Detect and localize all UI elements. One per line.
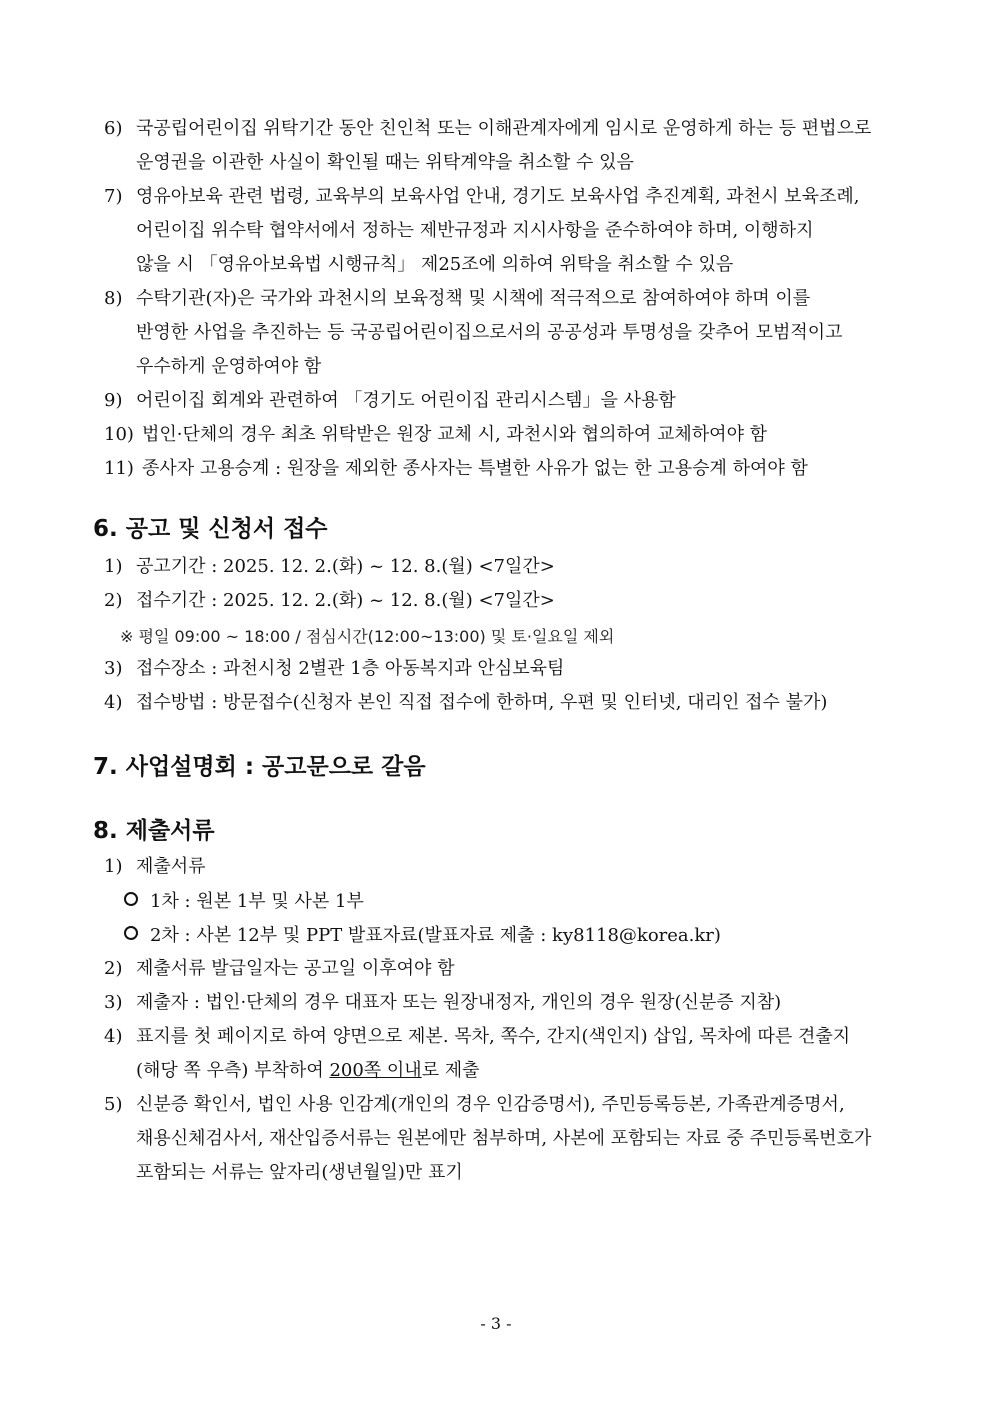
item-number: 10) [104,424,134,445]
item-text: 운영권을 이관한 사실이 확인될 때는 위탁계약을 취소할 수 있음 [136,152,634,173]
item-text-part: (해당 쪽 우측) 부착하여 [136,1060,330,1081]
item-text: 수탁기관(자)은 국가와 과천시의 보육정책 및 시책에 적극적으로 참여하여야 하며 이를 [136,288,811,309]
bullet-text: 2차 : 사본 12부 및 PPT 발표자료(발표자료 제출 : ky8118@korea.kr) [150,925,721,946]
item-text: 우수하게 운영하여야 함 [136,356,322,377]
list-item [104,452,904,486]
item-text: 종사자 고용승계 : 원장을 제외한 종사자는 특별한 사유가 없는 한 고용승계 하여야 함 [142,458,808,479]
item-text: 않을 시 「영유아보육법 시행규칙」 제25조에 의하여 위탁을 취소할 수 있음 [136,254,734,275]
item-text: 어린이집 위수탁 협약서에서 정하는 제반규정과 지시사항을 준수하여야 하며, 이행하지 [136,220,814,241]
item-number: 2) [104,590,123,611]
item-text: 접수기간 : 2025. 12. 2.(화) ~ 12. 8.(월) <7일간> [136,590,555,611]
item-text: 영유아보육 관련 법령, 교육부의 보육사업 안내, 경기도 보육사업 추진계획, 과천시 보육조례, [136,186,860,207]
list-item [104,282,904,384]
list-item [104,952,904,986]
item-text: 국공립어린이집 위탁기간 동안 친인척 또는 이해관계자에게 임시로 운영하게 하는 등 편법으로 [136,118,872,139]
item-number: 4) [104,1026,123,1047]
list-item [104,180,904,282]
item-number: 11) [104,458,134,479]
item-text: 접수장소 : 과천시청 2별관 1층 아동복지과 안심보육팀 [136,658,565,679]
item-number: 8) [104,288,123,309]
item-text: 제출자 : 법인·단체의 경우 대표자 또는 원장내정자, 개인의 경우 원장(신분증 지참) [136,992,782,1013]
item-text: 반영한 사업을 추진하는 등 국공립어린이집으로서의 공공성과 투명성을 갖추어 모범적이고 [136,322,843,343]
list-item [104,112,904,180]
item-number: 3) [104,658,123,679]
note-text: ※ 평일 09:00 ~ 18:00 / 점심시간(12:00~13:00) 및 토·일요일 제외 [120,627,615,646]
page-number: - 3 - [480,1314,512,1333]
item-number: 1) [104,856,123,877]
list-item [104,384,904,418]
item-number: 2) [104,958,123,979]
item-number: 1) [104,556,123,577]
circle-bullet-icon [124,926,138,940]
item-text: 표지를 첫 페이지로 하여 양면으로 제본. 목차, 쪽수, 간지(색인지) 삽입, 목차에 따른 견출지 [136,1026,851,1047]
list-item [104,584,904,618]
bullet-item [124,921,721,947]
list-item [104,550,904,584]
item-text: 포함되는 서류는 앞자리(생년월일)만 표기 [136,1162,463,1183]
list-item [104,686,904,720]
list-item [104,986,904,1020]
item-text: 채용신체검사서, 재산입증서류는 원본에만 첨부하며, 사본에 포함되는 자료 중 주민등록번호가 [136,1128,872,1149]
section-heading: 6. 공고 및 신청서 접수 [93,516,328,542]
bullet-text: 1차 : 원본 1부 및 사본 1부 [150,891,364,912]
underlined-limit: 200쪽 이내 [329,1060,422,1081]
item-number: 9) [104,390,123,411]
list-item [104,1088,904,1190]
item-text: 접수방법 : 방문접수(신청자 본인 직접 접수에 한하며, 우편 및 인터넷, 대리인 접수 불가) [136,692,828,713]
item-text: 제출서류 발급일자는 공고일 이후여야 함 [136,958,455,979]
item-text-part: 로 제출 [421,1060,480,1081]
item-text: 신분증 확인서, 법인 사용 인감계(개인의 경우 인감증명서), 주민등록등본, 가족관계증명서, [136,1094,845,1115]
bullet-item [124,887,364,913]
list-item [104,850,904,884]
item-text: 제출서류 [136,856,206,877]
section-heading: 7. 사업설명회 : 공고문으로 갈음 [93,754,426,780]
list-item [104,652,904,686]
item-text: 공고기간 : 2025. 12. 2.(화) ~ 12. 8.(월) <7일간> [136,556,555,577]
list-item [104,418,904,452]
item-number: 4) [104,692,123,713]
item-text: 어린이집 회계와 관련하여 「경기도 어린이집 관리시스템」을 사용함 [136,390,676,411]
item-number: 7) [104,186,123,207]
circle-bullet-icon [124,892,138,906]
list-item [104,1020,904,1088]
item-text: 법인·단체의 경우 최초 위탁받은 원장 교체 시, 과천시와 협의하여 교체하여야 함 [142,424,768,445]
item-number: 3) [104,992,123,1013]
item-text [136,1054,480,1088]
item-number: 6) [104,118,123,139]
item-number: 5) [104,1094,123,1115]
section-heading: 8. 제출서류 [93,818,215,844]
